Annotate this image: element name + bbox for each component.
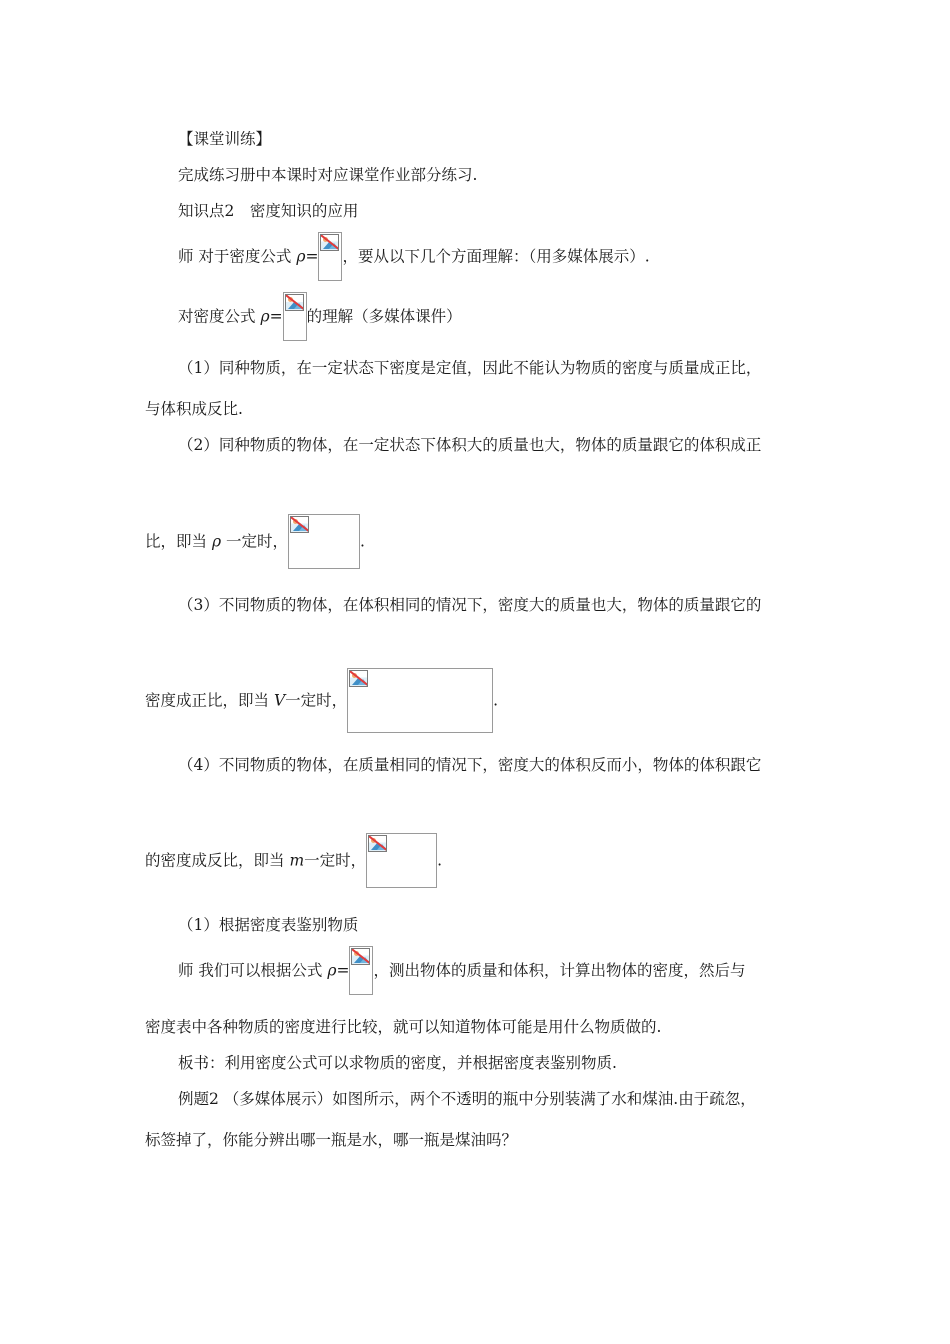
text-line: （3）不同物质的物体，在体积相同的情况下，密度大的质量也大，物体的质量跟它的 (178, 596, 762, 614)
formula-image (283, 292, 307, 341)
example-text: 例题2 （多媒体展示）如图所示，两个不透明的瓶中分别装满了水和煤油.由于疏忽， (178, 1090, 756, 1108)
text-line-formula: 比，即当 ρ 一定时， . (145, 514, 365, 569)
section-heading: 【课堂训练】 (178, 130, 272, 148)
text-line-formula: 对密度公式 ρ= 的理解（多媒体课件） (178, 292, 462, 341)
broken-image-icon (320, 234, 339, 251)
broken-image-icon (285, 294, 304, 311)
text-line-formula: 密度成正比，即当 V一定时， . (145, 668, 498, 733)
broken-image-icon (349, 670, 368, 687)
formula-image (288, 514, 360, 569)
broken-image-icon (368, 835, 387, 852)
text-line-formula: 师 我们可以根据公式 ρ= ，测出物体的质量和体积，计算出物体的密度，然后与 (178, 946, 746, 995)
text-line: 密度表中各种物质的密度进行比较，就可以知道物体可能是用什么物质做的. (145, 1018, 662, 1036)
knowledge-point-heading: 知识点2 密度知识的应用 (178, 202, 359, 220)
formula-image (366, 833, 437, 888)
formula-image (318, 232, 342, 281)
subheading: （1）根据密度表鉴别物质 (178, 916, 359, 934)
text-line: （4）不同物质的物体，在质量相同的情况下，密度大的体积反而小，物体的体积跟它 (178, 756, 762, 774)
board-note: 板书：利用密度公式可以求物质的密度，并根据密度表鉴别物质. (178, 1054, 617, 1072)
example-text: 标签掉了，你能分辨出哪一瓶是水，哪一瓶是煤油吗？ (145, 1131, 518, 1149)
text-line: （1）同种物质，在一定状态下密度是定值，因此不能认为物质的密度与质量成正比， (178, 359, 762, 377)
text-line: 完成练习册中本课时对应课堂作业部分练习. (178, 166, 478, 184)
text-line-formula: 师 对于密度公式 ρ= ，要从以下几个方面理解：（用多媒体展示）. (178, 232, 650, 281)
text-line-formula: 的密度成反比，即当 m一定时， . (145, 833, 442, 888)
text-line: 与体积成反比. (145, 400, 243, 418)
formula-image (349, 946, 373, 995)
broken-image-icon (290, 516, 309, 533)
text-line: （2）同种物质的物体，在一定状态下体积大的质量也大，物体的质量跟它的体积成正 (178, 436, 762, 454)
broken-image-icon (351, 948, 370, 965)
formula-image (347, 668, 493, 733)
